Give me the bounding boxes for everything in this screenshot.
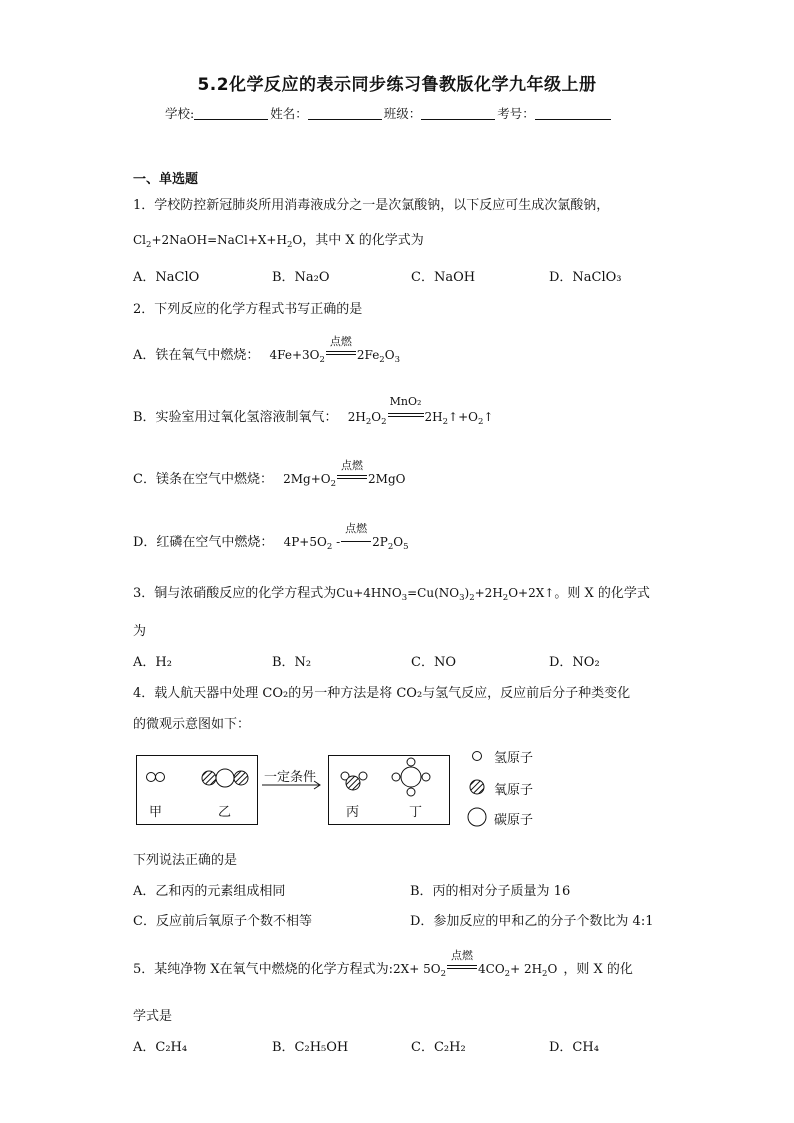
q2-option-c[interactable] — [133, 459, 406, 489]
q1-option-c[interactable]: C．NaOH — [411, 270, 476, 285]
q4-option-a[interactable]: A．乙和丙的元素组成相同 — [133, 884, 286, 899]
q3-option-d[interactable]: D．NO₂ — [549, 655, 600, 670]
diagram-label-jia: 甲 — [149, 805, 163, 820]
legend-oxygen-label: 氧原子 — [494, 783, 534, 798]
q1-option-d[interactable]: D．NaClO₃ — [549, 270, 622, 285]
q2-c-equation: $2Mg+O_2$ 点燃 2MgO — [283, 459, 406, 489]
q5-option-a[interactable]: A．C₂H₄ — [133, 1040, 188, 1055]
q2-b-equation: $2H_2O_2$ MnO₂ $2H_2↑+O_2↑$ — [347, 395, 494, 427]
legend-carbon-label: 碳原子 — [494, 813, 534, 828]
diagram-label-yi: 乙 — [218, 805, 232, 820]
q3-text-prefix: 3．铜与浓硝酸反应的化学方程式为 — [133, 586, 337, 601]
number-label: 考号： — [497, 106, 535, 121]
q5-text-prefix: 5．某纯净物 X在氧气中燃烧的化学方程式为: — [133, 962, 394, 977]
q1-text: 1．学校防控新冠肺炎所用消毒液成分之一是次氯酸钠，以下反应可生成次氯酸钠， — [133, 198, 610, 213]
q5-condition: 点燃 — [451, 949, 473, 962]
q5-option-c[interactable]: C．C₂H₂ — [411, 1040, 466, 1055]
q3-text-suffix: 。则 X 的化学式 — [554, 586, 650, 601]
q4-option-b[interactable]: B．丙的相对分子质量为 16 — [410, 884, 571, 899]
q2-b-label: B．实验室用过氧化氢溶液制氧气： — [133, 410, 338, 425]
q3-text-line1 — [133, 582, 650, 601]
class-blank[interactable] — [421, 107, 495, 120]
section-title: 一、单选题 — [133, 172, 199, 187]
diagram-arrow-label: 一定条件 — [264, 770, 317, 785]
q2-option-d[interactable] — [133, 522, 409, 552]
school-blank[interactable] — [194, 107, 268, 120]
q5-equation: $2X+ 5O_2$ 点燃 $4CO_2+ 2H_2O$ — [393, 949, 558, 979]
legend-hydrogen-label: 氢原子 — [494, 751, 534, 766]
q2-text: 2．下列反应的化学方程式书写正确的是 — [133, 302, 363, 317]
q4-prompt: 下列说法正确的是 — [133, 853, 238, 868]
q3-text-line2: 为 — [133, 624, 147, 639]
q3-equation: $Cu+4HNO_3=Cu(NO_3)_2+2H_2O+2X↑$ — [336, 586, 555, 603]
name-label: 姓名： — [270, 106, 308, 121]
legend-oxygen-icon — [470, 780, 484, 794]
q3-option-b[interactable]: B．N₂ — [272, 655, 312, 670]
q5-text-suffix: ，则 X 的化 — [563, 962, 633, 977]
q5-option-d[interactable]: D．CH₄ — [549, 1040, 599, 1055]
q2-c-label: C．镁条在空气中燃烧： — [133, 472, 273, 487]
q1-eq-suffix: ，其中 X 的化学式为 — [302, 233, 424, 248]
legend-carbon-icon — [468, 808, 486, 826]
q5-text-line2: 学式是 — [133, 1009, 173, 1024]
legend-hydrogen-icon — [473, 752, 482, 761]
number-blank[interactable] — [535, 107, 611, 120]
q5-option-b[interactable]: B．C₂H₅OH — [272, 1040, 349, 1055]
q4-option-d[interactable]: D．参加反应的甲和乙的分子个数比为 4:1 — [410, 914, 654, 929]
q2-d-condition: 点燃 — [345, 522, 368, 535]
q1-option-a[interactable]: A．NaClO — [133, 270, 200, 285]
q4-text-line1: 4．载人航天器中处理 CO₂的另一种方法是将 CO₂与氢气反应，反应前后分子种类变化 — [133, 686, 631, 701]
class-label: 班级： — [383, 106, 422, 121]
co2-molecule — [202, 769, 248, 787]
q2-option-b[interactable] — [133, 395, 494, 427]
q5-text-line1 — [133, 949, 633, 979]
q2-a-equation: $4Fe+3O_2$ 点燃 $2Fe_2O_3$ — [269, 335, 400, 365]
q2-b-condition: MnO₂ — [389, 395, 422, 408]
q1-equation-line — [133, 229, 424, 248]
h2o-molecule — [341, 772, 367, 790]
diagram-label-bing: 丙 — [346, 805, 360, 820]
q3-option-a[interactable]: A．H₂ — [133, 655, 172, 670]
q1-option-b[interactable]: B．Na₂O — [272, 270, 330, 285]
h2-molecule — [147, 773, 165, 782]
q2-a-condition: 点燃 — [329, 335, 352, 348]
ch4-molecule — [392, 758, 430, 796]
diagram-label-ding: 丁 — [409, 805, 423, 820]
q4-option-c[interactable]: C．反应前后氧原子个数不相等 — [133, 914, 312, 929]
name-blank[interactable] — [308, 107, 382, 120]
q1-equation: $Cl_2+2NaOH=NaCl+X+H_2O$ — [133, 233, 303, 250]
q2-c-condition: 点燃 — [341, 459, 364, 472]
q2-d-label: D．红磷在空气中燃烧： — [133, 535, 274, 550]
student-info-line — [165, 104, 611, 122]
q2-d-equation: $4P+5O_2$ - 点燃 $2P_2O_5$ — [283, 522, 409, 552]
q4-text-line2: 的微观示意图如下： — [133, 717, 251, 732]
q2-option-a[interactable] — [133, 335, 400, 365]
page-title: 5.2化学反应的表示同步练习鲁教版化学九年级上册 — [197, 75, 597, 95]
q2-a-label: A．铁在氧气中燃烧： — [133, 348, 260, 363]
q3-option-c[interactable]: C．NO — [411, 655, 456, 670]
school-label: 学校: — [165, 106, 195, 121]
